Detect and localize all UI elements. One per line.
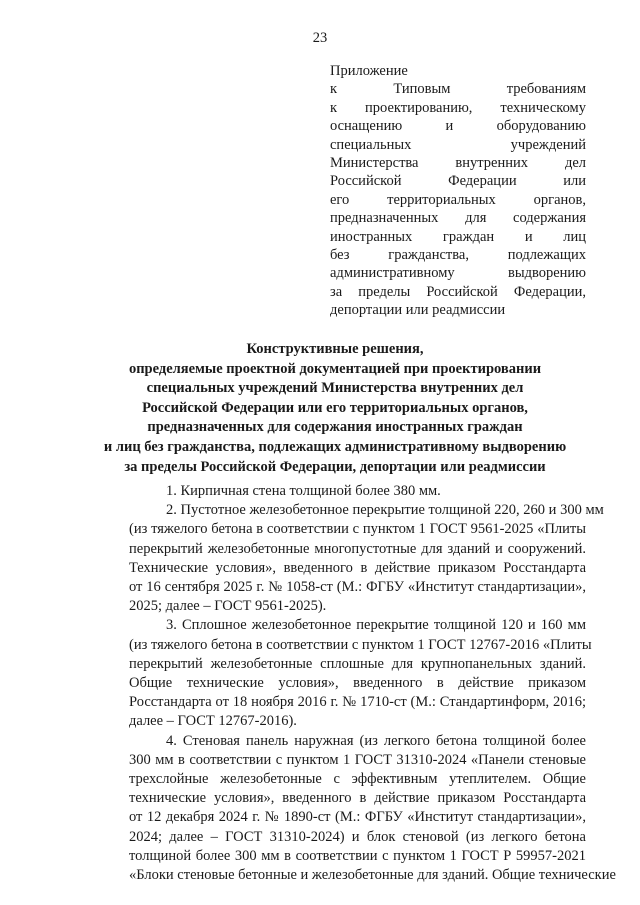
appendix-line: его территориальных органов, bbox=[330, 191, 586, 208]
paragraph-line: технические условия», введенного в действие приказом Росстандарта bbox=[129, 790, 586, 807]
appendix-line: без гражданства, подлежащих bbox=[330, 247, 586, 264]
appendix-line: к Типовым требованиям bbox=[330, 81, 586, 98]
paragraph-line: от 16 сентября 2025 г. № 1058-ст (М.: ФГБУ «Институт стандартизации», bbox=[129, 579, 586, 596]
paragraph-line: перекрытий железобетонные многопустотные для зданий и сооружений. bbox=[129, 540, 586, 557]
appendix-line: Министерства внутренних дел bbox=[330, 155, 586, 172]
document-body bbox=[92, 482, 616, 885]
appendix-line: за пределы Российской Федерации, bbox=[330, 283, 586, 300]
paragraph-line: «Блоки стеновые бетонные и железобетонные для зданий. Общие технические bbox=[129, 867, 616, 884]
appendix-line: иностранных граждан и лиц bbox=[330, 228, 586, 245]
paragraph-line: 2024; далее – ГОСТ 31310-2024) и блок стеновой (из легкого бетона bbox=[129, 828, 586, 845]
paragraph-line: 3. Сплошное железобетонное перекрытие толщиной 120 и 160 мм bbox=[166, 617, 586, 634]
appendix-line: Приложение bbox=[330, 63, 408, 79]
page-number: 23 bbox=[312, 30, 328, 46]
paragraph-line: Технические условия», введенного в действие приказом Росстандарта bbox=[129, 559, 586, 576]
paragraph-line: Росстандарта от 18 ноября 2016 г. № 1710-ст (М.: Стандартинформ, 2016; bbox=[129, 694, 586, 711]
paragraph-line: (из тяжелого бетона в соответствии с пунктом 1 ГОСТ 9561-2025 «Плиты bbox=[129, 521, 586, 538]
title-line: определяемые проектной документацией при проектировании bbox=[128, 360, 542, 377]
paragraph-line: толщиной более 300 мм в соответствии с пунктом 1 ГОСТ Р 59957-2021 bbox=[129, 847, 586, 864]
title-line: предназначенных для содержания иностранных граждан bbox=[147, 419, 523, 436]
paragraph-line: перекрытий железобетонные сплошные для крупнопанельных зданий. bbox=[129, 655, 586, 672]
appendix-line: к проектированию, техническому bbox=[330, 99, 586, 116]
paragraph-line: 2. Пустотное железобетонное перекрытие толщиной 220, 260 и 300 мм bbox=[166, 502, 604, 519]
paragraph-line: трехслойные железобетонные с эффективным утеплителем. Общие bbox=[129, 771, 586, 788]
paragraph-line: 2025; далее – ГОСТ 9561-2025). bbox=[129, 598, 327, 615]
paragraph-1 bbox=[92, 482, 586, 501]
appendix-line: предназначенных для содержания bbox=[330, 210, 586, 227]
appendix-line: Российской Федерации или bbox=[330, 173, 586, 190]
paragraph-line: далее – ГОСТ 12767-2016). bbox=[129, 713, 297, 730]
paragraph-line: 4. Стеновая панель наружная (из легкого бетона толщиной более bbox=[166, 732, 586, 749]
paragraph-line: (из тяжелого бетона в соответствии с пунктом 1 ГОСТ 12767-2016 «Плиты bbox=[129, 636, 592, 653]
appendix-line: специальных учреждений bbox=[330, 136, 586, 153]
paragraph-4 bbox=[92, 732, 616, 886]
title-line: Конструктивные решения, bbox=[246, 341, 424, 357]
paragraph-line: 1. Кирпичная стена толщиной более 380 мм. bbox=[166, 483, 441, 499]
appendix-line: оснащению и оборудованию bbox=[330, 118, 586, 135]
paragraph-line: Общие технические условия», введенного в действие приказом bbox=[129, 675, 586, 692]
title-line: и лиц без гражданства, подлежащих административному выдворению bbox=[103, 438, 567, 455]
title-line: специальных учреждений Министерства внутренних дел bbox=[146, 380, 524, 397]
document-title bbox=[80, 340, 590, 477]
paragraph-3 bbox=[92, 616, 592, 731]
appendix-line: административному выдворению bbox=[330, 265, 586, 282]
title-line: Российской Федерации или его территориальных органов, bbox=[142, 399, 528, 416]
appendix-block bbox=[330, 62, 586, 320]
paragraph-line: 300 мм в соответствии с пунктом 1 ГОСТ 31310-2024 «Панели стеновые bbox=[129, 751, 586, 768]
appendix-line: депортации или реадмиссии bbox=[330, 302, 506, 319]
paragraph-2 bbox=[92, 501, 604, 616]
paragraph-line: от 12 декабря 2024 г. № 1890-ст (М.: ФГБУ «Институт стандартизации», bbox=[129, 809, 586, 826]
title-line: за пределы Российской Федерации, депортации или реадмиссии bbox=[124, 458, 546, 475]
